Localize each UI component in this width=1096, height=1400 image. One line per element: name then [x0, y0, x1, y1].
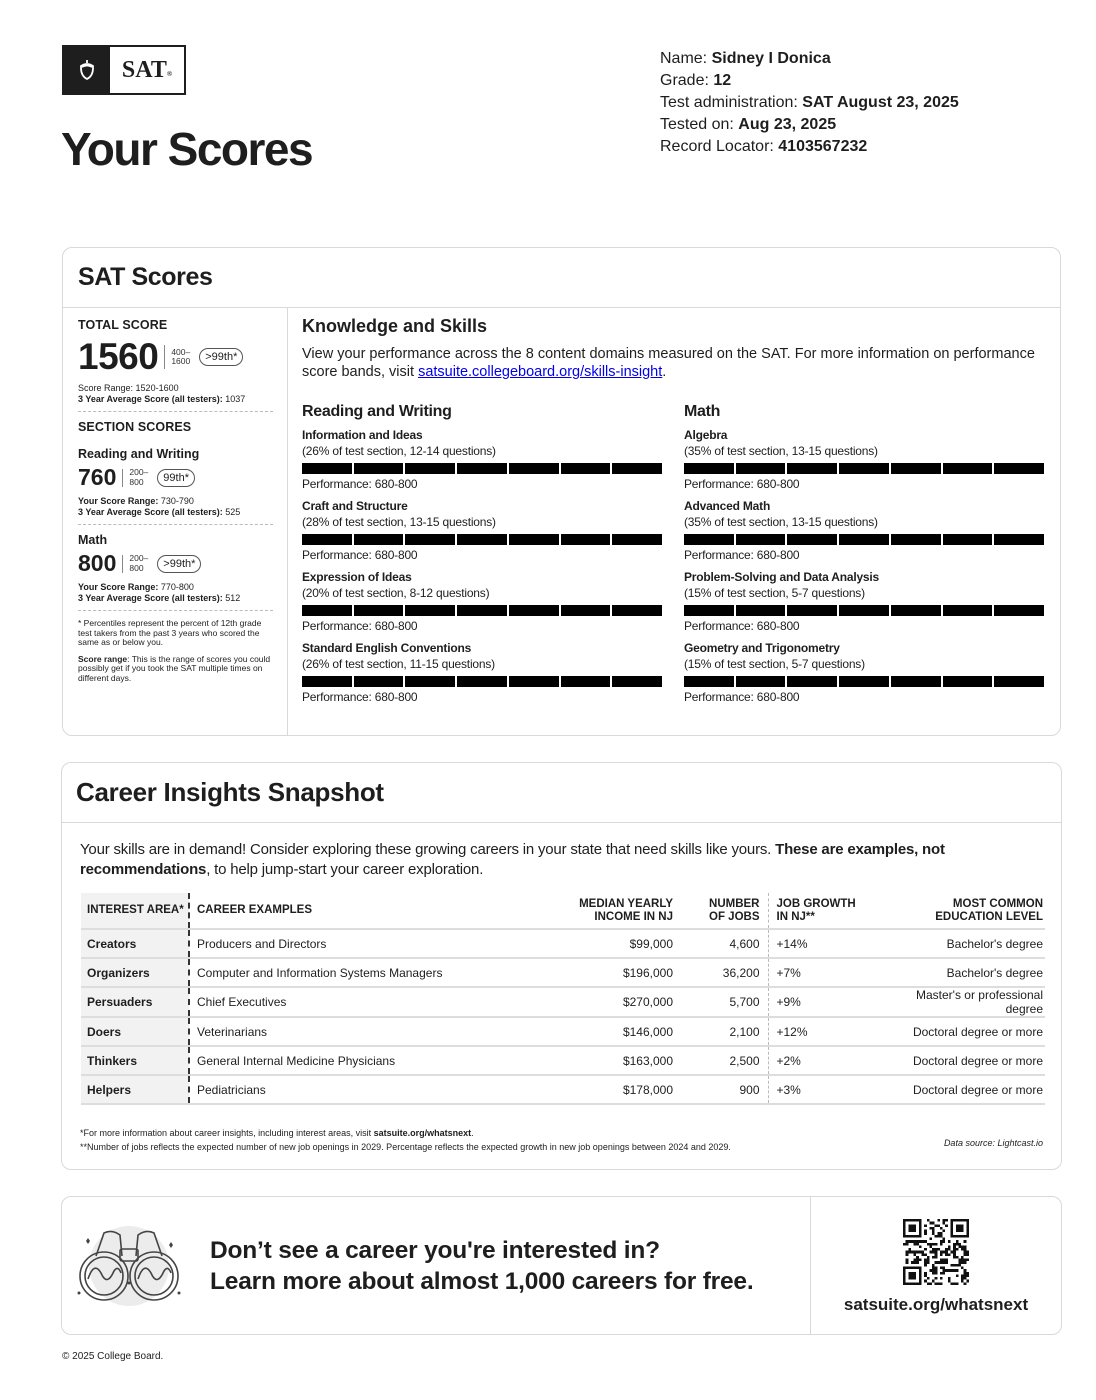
promo-line-2: Learn more about almost 1,000 careers for free. — [210, 1267, 754, 1295]
career-footnotes — [80, 1126, 1043, 1154]
interest-area: Thinkers — [81, 1046, 189, 1075]
band-segment — [354, 534, 404, 545]
skill-performance: Performance: 680-800 — [302, 619, 418, 633]
skill-domain — [302, 641, 662, 704]
data-source: Data source: Lightcast.io — [943, 1138, 1043, 1148]
skill-domain — [302, 499, 662, 562]
band-segment — [943, 463, 993, 474]
table-row — [81, 1046, 1045, 1075]
skill-domain — [684, 428, 1044, 491]
section-percentile-badge: >99th* — [157, 555, 201, 573]
skill-meta: (35% of test section, 13-15 questions) — [684, 515, 878, 529]
band-segment — [457, 676, 507, 687]
skill-meta: (15% of test section, 5-7 questions) — [684, 657, 865, 671]
band-segment — [943, 676, 993, 687]
education-level: Doctoral degree or more — [878, 1046, 1045, 1075]
careers-table — [81, 893, 1045, 1105]
number-of-jobs: 36,200 — [673, 958, 768, 987]
band-segment — [684, 605, 734, 616]
career-example: Chief Executives — [189, 987, 541, 1017]
whatsnext-url[interactable]: satsuite.org/whatsnext — [843, 1295, 1029, 1314]
job-growth: +9% — [768, 987, 878, 1017]
median-income: $99,000 — [541, 929, 673, 958]
band-segment — [943, 534, 993, 545]
band-segment — [736, 534, 786, 545]
band-segment — [302, 534, 352, 545]
career-insights-title: Career Insights Snapshot — [76, 777, 384, 807]
education-level: Master's or professional degree — [878, 987, 1045, 1017]
student-info — [660, 48, 959, 158]
band-segment — [787, 534, 837, 545]
performance-band — [684, 463, 1044, 474]
section-avg-score: 3 Year Average Score (all testers): 525 — [78, 507, 241, 517]
performance-band — [684, 534, 1044, 545]
sat-logo — [62, 45, 186, 95]
band-segment — [994, 676, 1044, 687]
section-avg-score: 3 Year Average Score (all testers): 512 — [78, 593, 241, 603]
band-segment — [839, 676, 889, 687]
career-insights-card — [61, 762, 1062, 1170]
number-of-jobs: 2,100 — [673, 1017, 768, 1046]
interest-area: Organizers — [81, 958, 189, 987]
band-segment — [684, 463, 734, 474]
band-segment — [612, 463, 662, 474]
sat-scores-title: SAT Scores — [78, 263, 213, 291]
skill-meta: (26% of test section, 11-15 questions) — [302, 657, 495, 671]
knowledge-and-skills — [288, 308, 1060, 736]
education-level: Bachelor's degree — [878, 929, 1045, 958]
performance-band — [302, 605, 662, 616]
binoculars-icon — [74, 1221, 184, 1311]
section-name: Reading and Writing — [78, 447, 200, 461]
section-score-range: Your Score Range: 730-790 — [78, 496, 194, 506]
acorn-icon — [64, 47, 110, 93]
median-income: $146,000 — [541, 1017, 673, 1046]
band-segment — [839, 605, 889, 616]
performance-band — [684, 605, 1044, 616]
interest-area: Persuaders — [81, 987, 189, 1017]
band-segment — [457, 534, 507, 545]
skill-meta: (28% of test section, 13-15 questions) — [302, 515, 496, 529]
career-intro: Your skills are in demand! Consider exploring these growing careers in your state that need skills like yours. These are examples, not recommendations, to help jump-start your career exploration. — [80, 841, 945, 878]
col-job-growth: JOB GROWTH IN NJ** — [768, 893, 878, 929]
col-interest-area: INTEREST AREA* — [81, 893, 189, 929]
logo-text: SAT — [121, 56, 167, 83]
section-score-range: Your Score Range: 770-800 — [78, 582, 194, 592]
table-row — [81, 1075, 1045, 1104]
skill-performance: Performance: 680-800 — [302, 690, 418, 704]
section-score-value: 800 — [78, 550, 117, 576]
career-example: Producers and Directors — [189, 929, 541, 958]
performance-band — [302, 534, 662, 545]
job-growth: +12% — [768, 1017, 878, 1046]
total-score-value: 1560 — [78, 336, 159, 377]
domain-column — [302, 403, 662, 712]
band-segment — [943, 605, 993, 616]
band-segment — [787, 605, 837, 616]
band-segment — [561, 676, 611, 687]
col-median-income: MEDIAN YEARLY INCOME IN NJ — [541, 893, 673, 929]
performance-band — [302, 463, 662, 474]
footnote-jobs: **Number of jobs reflects the expected number of new job openings in 2029. Percentage reflects the expected growth in new job openings between 2024 and 2029. — [80, 1142, 731, 1152]
band-segment — [509, 605, 559, 616]
skill-meta: (35% of test section, 13-15 questions) — [684, 444, 878, 458]
section-scores-label: SECTION SCORES — [78, 420, 192, 434]
skill-domain — [684, 570, 1044, 633]
table-row — [81, 987, 1045, 1017]
number-of-jobs: 5,700 — [673, 987, 768, 1017]
education-level: Doctoral degree or more — [878, 1017, 1045, 1046]
band-segment — [302, 463, 352, 474]
table-header-row — [81, 893, 1045, 929]
band-segment — [354, 463, 404, 474]
career-example: Veterinarians — [189, 1017, 541, 1046]
section-score-value: 760 — [78, 464, 117, 490]
band-segment — [612, 605, 662, 616]
band-segment — [994, 463, 1044, 474]
education-level: Bachelor's degree — [878, 958, 1045, 987]
band-segment — [561, 534, 611, 545]
skill-name: Information and Ideas — [302, 428, 423, 442]
band-segment — [684, 534, 734, 545]
job-growth: +14% — [768, 929, 878, 958]
median-income: $196,000 — [541, 958, 673, 987]
student-info-line: Tested on: Aug 23, 2025 — [660, 116, 837, 133]
skill-name: Expression of Ideas — [302, 570, 412, 584]
career-example: Pediatricians — [189, 1075, 541, 1104]
interest-area: Creators — [81, 929, 189, 958]
band-segment — [561, 605, 611, 616]
score-summary — [63, 308, 288, 736]
number-of-jobs: 900 — [673, 1075, 768, 1104]
band-segment — [891, 676, 941, 687]
band-segment — [509, 676, 559, 687]
domain-column-title: Math — [684, 403, 721, 420]
band-segment — [354, 676, 404, 687]
band-segment — [561, 463, 611, 474]
skill-performance: Performance: 680-800 — [684, 619, 800, 633]
section-percentile-badge: 99th* — [157, 469, 195, 487]
sat-scores-card — [62, 247, 1061, 736]
skill-name: Standard English Conventions — [302, 641, 472, 655]
median-income: $163,000 — [541, 1046, 673, 1075]
performance-band — [302, 676, 662, 687]
number-of-jobs: 4,600 — [673, 929, 768, 958]
skill-domain — [684, 499, 1044, 562]
domain-column-title: Reading and Writing — [302, 403, 452, 420]
knowledge-skills-desc: View your performance across the 8 content domains measured on the SAT. For more information on performance score bands, visit satsuite.collegeboard.org/skills-insight. — [302, 346, 1035, 380]
band-segment — [405, 605, 455, 616]
band-segment — [612, 534, 662, 545]
median-income: $270,000 — [541, 987, 673, 1017]
total-avg-score: 3 Year Average Score (all testers): 1037 — [78, 394, 246, 404]
band-segment — [839, 463, 889, 474]
band-segment — [354, 605, 404, 616]
careers-promo-card — [61, 1196, 1062, 1335]
job-growth: +3% — [768, 1075, 878, 1104]
band-segment — [302, 605, 352, 616]
job-growth: +7% — [768, 958, 878, 987]
skill-performance: Performance: 680-800 — [684, 690, 800, 704]
skill-meta: (26% of test section, 12-14 questions) — [302, 444, 496, 458]
page-title: Your Scores — [61, 123, 313, 175]
skills-insight-link[interactable]: satsuite.collegeboard.org/skills-insight — [418, 364, 663, 380]
total-score-range: Score Range: 1520-1600 — [78, 383, 179, 393]
band-segment — [405, 534, 455, 545]
band-segment — [405, 463, 455, 474]
total-score-scale: 400– 1600 — [171, 346, 191, 366]
section-score-scale: 200– 800 — [129, 467, 149, 487]
performance-band — [684, 676, 1044, 687]
copyright: © 2025 College Board. — [62, 1351, 164, 1362]
registered-mark: ® — [166, 70, 173, 78]
section-name: Math — [78, 533, 108, 547]
knowledge-skills-title: Knowledge and Skills — [302, 316, 488, 336]
band-segment — [457, 463, 507, 474]
table-row — [81, 929, 1045, 958]
skill-meta: (15% of test section, 5-7 questions) — [684, 586, 865, 600]
band-segment — [509, 463, 559, 474]
interest-area: Doers — [81, 1017, 189, 1046]
band-segment — [405, 676, 455, 687]
footnote-interest-areas: *For more information about career insights, including interest areas, visit satsuite.org/whatsnext. — [80, 1128, 474, 1138]
band-segment — [839, 534, 889, 545]
skill-name: Craft and Structure — [302, 499, 408, 513]
qr-code-icon — [903, 1219, 969, 1285]
skill-name: Problem-Solving and Data Analysis — [684, 570, 880, 584]
band-segment — [457, 605, 507, 616]
job-growth: +2% — [768, 1046, 878, 1075]
student-info-line: Record Locator: 4103567232 — [660, 138, 868, 155]
band-segment — [994, 534, 1044, 545]
section-score-scale: 200– 800 — [129, 553, 149, 573]
band-segment — [612, 676, 662, 687]
skill-name: Algebra — [684, 428, 728, 442]
median-income: $178,000 — [541, 1075, 673, 1104]
skill-performance: Performance: 680-800 — [684, 548, 800, 562]
total-percentile-badge: >99th* — [199, 348, 243, 366]
band-segment — [891, 605, 941, 616]
promo-text — [210, 1235, 753, 1297]
domain-column — [684, 403, 1044, 712]
promo-line-1: Don’t see a career you're interested in? — [210, 1236, 660, 1264]
skill-name: Geometry and Trigonometry — [684, 641, 840, 655]
col-education-level: MOST COMMON EDUCATION LEVEL — [878, 893, 1045, 929]
skill-performance: Performance: 680-800 — [302, 548, 418, 562]
band-segment — [891, 463, 941, 474]
band-segment — [994, 605, 1044, 616]
percentile-note: * Percentiles represent the percent of 12th grade test takers from the past 3 years who scored the same as or below you. — [78, 618, 262, 647]
skill-performance: Performance: 680-800 — [302, 477, 418, 491]
skill-performance: Performance: 680-800 — [684, 477, 800, 491]
score-range-note: Score range: This is the range of scores you could possibly get if you took the SAT multiple times on different days. — [78, 653, 271, 683]
skill-domain — [684, 641, 1044, 704]
col-career-examples: CAREER EXAMPLES — [189, 893, 541, 929]
band-segment — [787, 676, 837, 687]
total-score-label: TOTAL SCORE — [78, 318, 168, 332]
student-info-line: Test administration: SAT August 23, 2025 — [660, 94, 959, 111]
col-number-of-jobs: NUMBER OF JOBS — [673, 893, 768, 929]
band-segment — [684, 676, 734, 687]
number-of-jobs: 2,500 — [673, 1046, 768, 1075]
table-row — [81, 1017, 1045, 1046]
career-example: General Internal Medicine Physicians — [189, 1046, 541, 1075]
band-segment — [891, 534, 941, 545]
band-segment — [302, 676, 352, 687]
skill-domain — [302, 570, 662, 633]
section-reading-writing — [78, 447, 273, 518]
student-info-line: Grade: 12 — [660, 72, 732, 89]
band-segment — [787, 463, 837, 474]
band-segment — [736, 605, 786, 616]
career-example: Computer and Information Systems Managers — [189, 958, 541, 987]
education-level: Doctoral degree or more — [878, 1075, 1045, 1104]
section-math — [78, 533, 273, 604]
student-info-line: Name: Sidney I Donica — [660, 50, 831, 67]
skill-domain — [302, 428, 662, 491]
band-segment — [736, 463, 786, 474]
skill-meta: (20% of test section, 8-12 questions) — [302, 586, 490, 600]
interest-area: Helpers — [81, 1075, 189, 1104]
table-row — [81, 958, 1045, 987]
whatsnext-link[interactable]: satsuite.org/whatsnext — [373, 1128, 472, 1138]
band-segment — [736, 676, 786, 687]
band-segment — [509, 534, 559, 545]
skill-name: Advanced Math — [684, 499, 771, 513]
